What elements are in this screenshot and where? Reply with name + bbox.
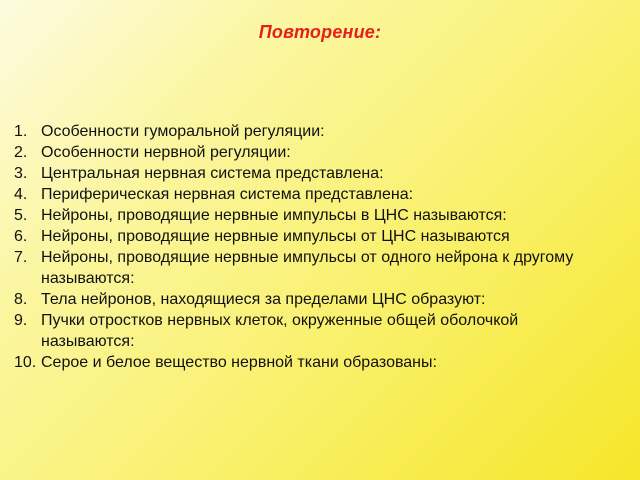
item-text: Пучки отростков нервных клеток, окруженные общей оболочкой называются:: [41, 312, 519, 350]
list-item: [14, 226, 614, 247]
item-text: Нейроны, проводящие нервные импульсы от ЦНС называются: [41, 228, 510, 245]
question-list: [14, 121, 614, 373]
item-text: Особенности нервной регуляции:: [41, 144, 291, 161]
list-item: [14, 184, 614, 205]
list-item: [14, 121, 614, 142]
item-text: Нейроны, проводящие нервные импульсы от одного нейрона к другому называются:: [41, 249, 574, 287]
item-text: Тела нейронов, находящиеся за пределами ЦНС образуют:: [41, 291, 486, 308]
list-item: [14, 205, 614, 226]
item-text: Периферическая нервная система представлена:: [41, 186, 414, 203]
item-number: 4.: [14, 186, 28, 203]
list-item: [14, 289, 614, 310]
list-item: [14, 352, 614, 373]
list-item: [14, 142, 614, 163]
item-number: 6.: [14, 228, 28, 245]
list-item: [14, 247, 614, 289]
item-number: 10.: [14, 354, 37, 371]
item-number: 7.: [14, 249, 28, 266]
item-number: 3.: [14, 165, 28, 182]
list-item: [14, 163, 614, 184]
item-text: Нейроны, проводящие нервные импульсы в ЦНС называются:: [41, 207, 507, 224]
list-item: [14, 310, 614, 352]
item-text: Серое и белое вещество нервной ткани образованы:: [41, 354, 437, 371]
item-number: 5.: [14, 207, 28, 224]
item-text: Центральная нервная система представлена:: [41, 165, 384, 182]
item-number: 1.: [14, 123, 28, 140]
slide-title: Повторение:: [258, 22, 382, 42]
item-text: Особенности гуморальной регуляции:: [41, 123, 325, 140]
item-number: 9.: [14, 312, 28, 329]
item-number: 8.: [14, 291, 28, 308]
item-number: 2.: [14, 144, 28, 161]
